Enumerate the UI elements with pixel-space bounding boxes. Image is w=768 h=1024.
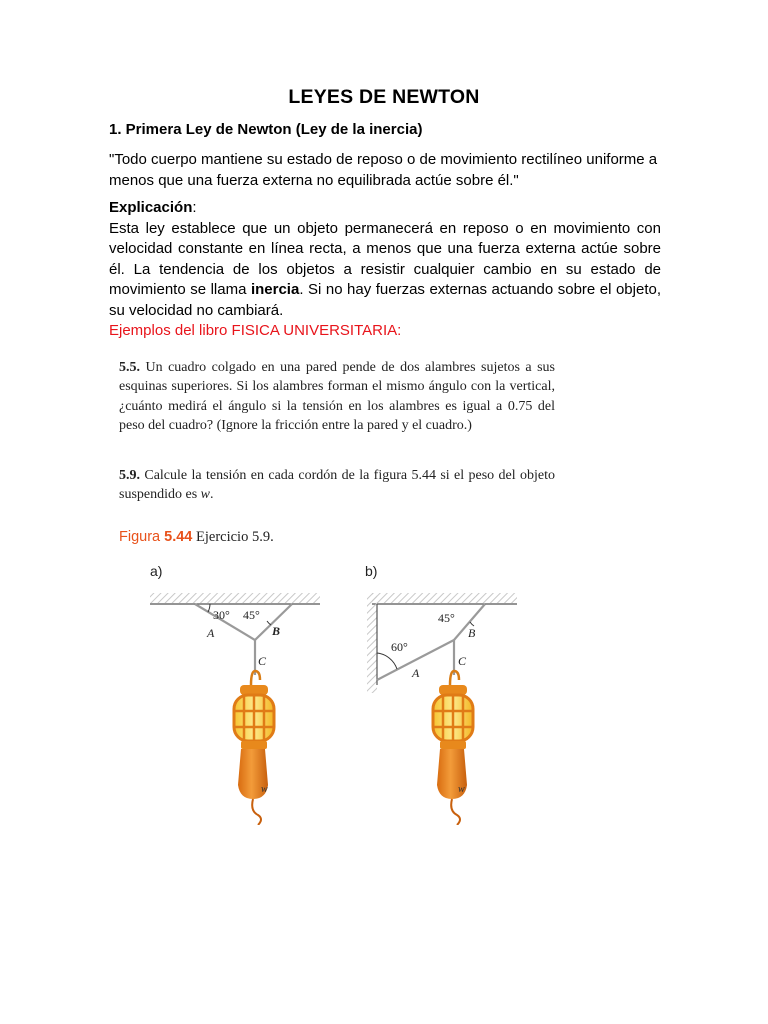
explanation-text-2: . Si no hay fuerzas externas actuando sobre el objeto, su velocidad no cambiará. <box>109 281 661 319</box>
explanation-label: Explicación <box>109 199 193 216</box>
figure-5-44-diagram <box>140 585 530 825</box>
exercise-5-9-number: 5.9. <box>119 468 140 483</box>
explanation-colon: : <box>192 199 197 216</box>
law-quote: "Todo cuerpo mantiene su estado de reposo o de movimiento rectilíneo uniforme a menos que una fuerza externa no equilibrada actúe sobre él." <box>109 151 658 189</box>
rope-b-label: B <box>272 624 281 638</box>
inertia-term: inercia <box>250 281 300 298</box>
exercise-5-5-text: Un cuadro colgado en una pared pende de dos alambres sujetos a sus esquinas superiores. Si los alambres forman el mismo ángulo con la vertical, ¿cuánto medirá el ángulo si la tensión en los alambres es igual a 0.75 del peso del cuadro? (Ignore la fricción entre la pared y el cuadro.) <box>119 360 555 434</box>
page-title: LEYES DE NEWTON <box>288 86 480 108</box>
angle-30-label: 30° <box>213 608 230 622</box>
exercise-5-9-var: w <box>200 487 211 503</box>
wall-hatch <box>367 593 377 693</box>
lamp-b <box>433 671 473 825</box>
panel-a-label: a) <box>150 563 163 579</box>
figure-caption <box>119 529 274 546</box>
figure-number: 5.44 <box>164 529 193 545</box>
figure-label: Figura <box>119 529 165 545</box>
rope-c-b-label: C <box>458 654 467 668</box>
rope-a-label: A <box>207 626 215 640</box>
ceiling-hatch <box>150 593 320 603</box>
section-heading: 1. Primera Ley de Newton (Ley de la inercia) <box>109 121 423 138</box>
exercise-5-5-number: 5.5. <box>119 360 140 375</box>
rope-c-label: C <box>258 654 267 668</box>
panel-b-label: b) <box>365 563 378 579</box>
exercise-5-9 <box>119 466 555 505</box>
weight-b-label: w <box>458 784 465 795</box>
panel-b-diagram <box>367 593 517 825</box>
rope-a-b-label: A <box>412 666 420 680</box>
ceiling-b-hatch <box>372 593 517 603</box>
angle-arc-30 <box>208 604 210 612</box>
exercise-5-9-end: . <box>210 487 214 503</box>
panel-a-diagram <box>150 593 320 825</box>
angle-60-label: 60° <box>391 640 408 654</box>
angle-45-b-label: 45° <box>438 611 455 625</box>
examples-heading: Ejemplos del libro FISICA UNIVERSITARIA: <box>109 322 402 339</box>
explanation-paragraph <box>109 198 661 321</box>
exercise-5-5 <box>119 358 555 436</box>
explanation-text-1: Esta ley establece que un objeto permanecerá en reposo o en movimiento con velocidad constante en línea recta, a menos que una fuerza externa actúe sobre él. La tendencia de los objetos a resistir cualquier cambio en su estado de movimiento se llama <box>109 219 661 298</box>
angle-45-label: 45° <box>243 608 260 622</box>
figure-caption-text: Ejercicio 5.9. <box>192 529 274 545</box>
lamp-a <box>234 671 274 825</box>
angle-arc-45 <box>267 621 271 625</box>
rope-b-b-label: B <box>468 626 476 640</box>
weight-a-label: w <box>261 784 268 795</box>
exercise-5-9-text: Calcule la tensión en cada cordón de la figura 5.44 si el peso del objeto suspendido es <box>119 468 555 503</box>
angle-arc-60 <box>377 653 397 669</box>
